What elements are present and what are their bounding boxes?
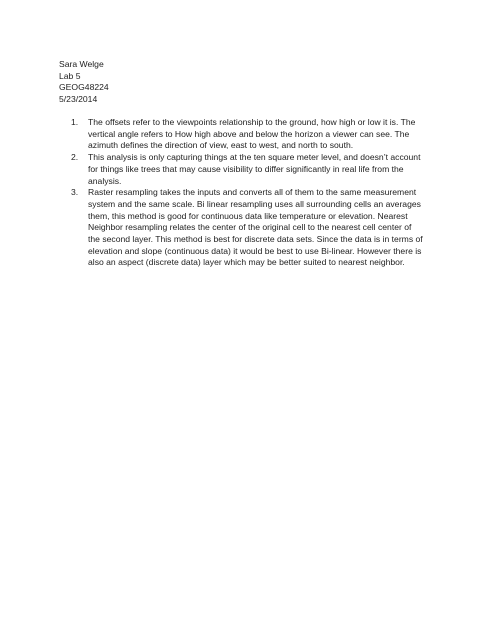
document-date: 5/23/2014 <box>59 94 98 105</box>
author-name: Sara Welge <box>59 59 104 69</box>
answer-number: 2. <box>71 152 79 163</box>
course-code: GEOG48224 <box>59 82 109 93</box>
answers-list <box>59 117 425 269</box>
lab-title: Lab 5 <box>59 70 81 81</box>
answer-number: 3. <box>71 187 79 198</box>
answer-text: This analysis is only capturing things at the ten square meter level, and doesn’t account for things like trees that may cause visibility to differ significantly in real life from the analysis. <box>88 152 421 186</box>
document-header <box>59 59 109 106</box>
answer-text: Raster resampling takes the inputs and converts all of them to the same measurement system and the same scale. Bi linear resampling uses all surrounding cells an averages them, this method is good for continuous data like temperature or elevation. Nearest Neighbor resampling relates the center of the original cell to the nearest cell center of the second layer. This method is best for discrete data sets. Since the data is in terms of elevation and slope (continuous data) it would be best to use Bi-linear. However there is also an aspect (discrete data) layer which may be better suited to nearest neighbor. <box>88 187 423 268</box>
answer-item-1 <box>59 117 425 152</box>
answer-number: 1. <box>71 117 79 127</box>
answer-item-2 <box>59 152 425 187</box>
answer-text: The offsets refer to the viewpoints relationship to the ground, how high or low it is. The vertical angle refers to How high above and below the horizon a viewer can see. The azimuth defines the direction of view, east to west, and north to south. <box>88 117 416 151</box>
answer-item-3 <box>59 187 425 269</box>
